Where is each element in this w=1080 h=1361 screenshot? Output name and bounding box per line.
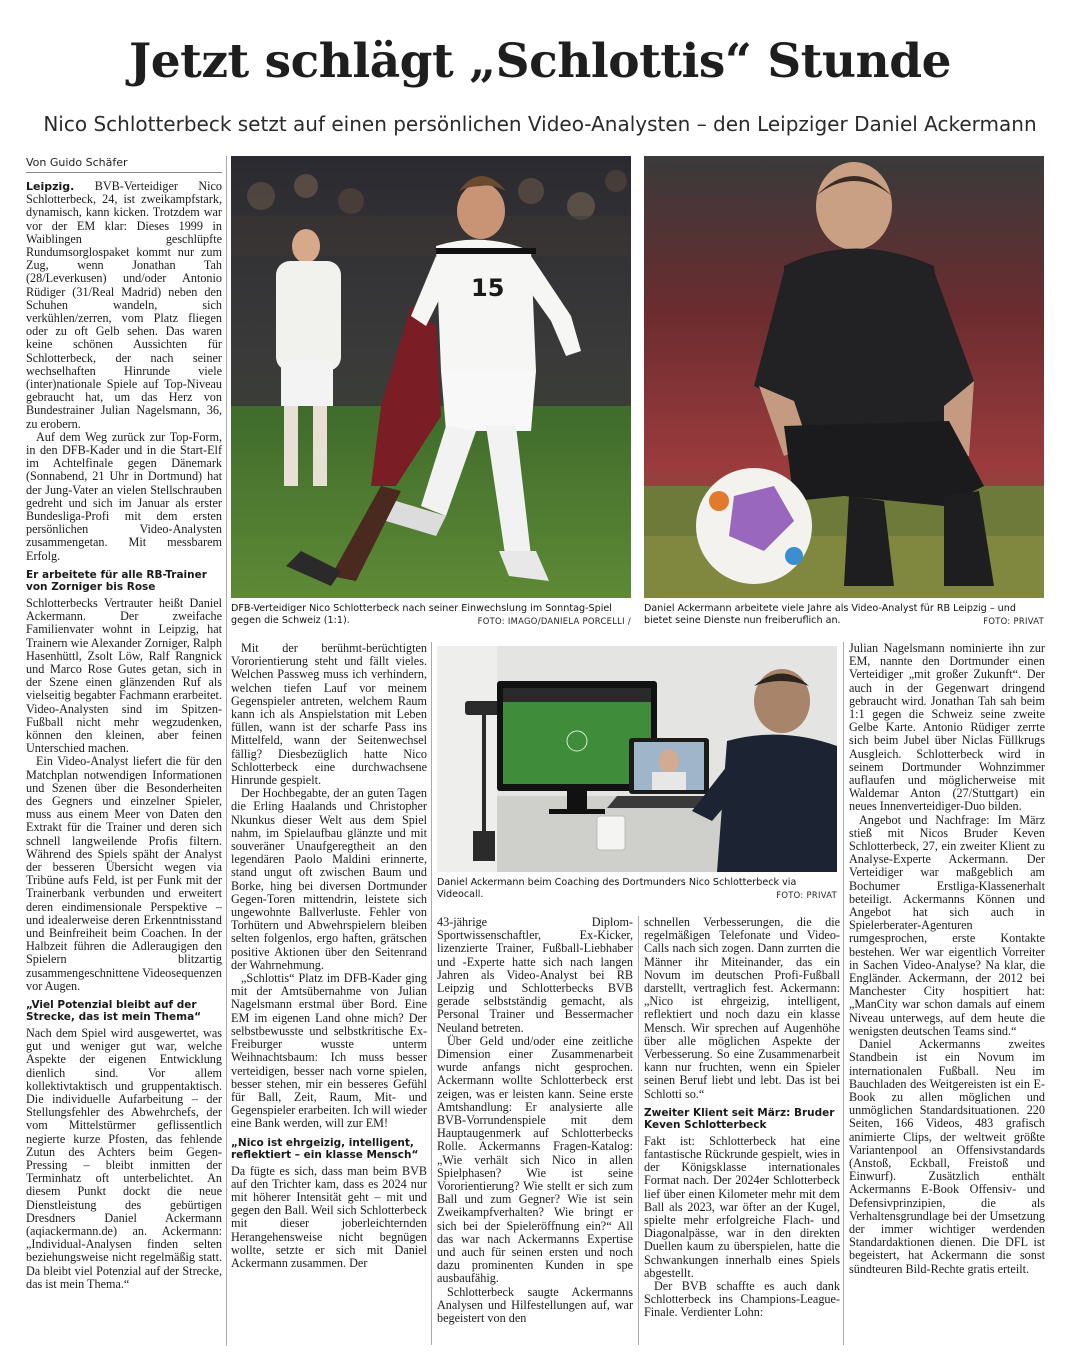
match-photo-illustration <box>231 156 631 598</box>
photo2-caption <box>644 603 1044 627</box>
article-paragraph: Daniel Ackermanns zweites Standbein ist ein Novum im internationalen Fußball. Neu im Bauchladen des Weitgereisten ist ein E-Book zu allen möglichen und unmöglichen Standardsituationen. 220 Seiten, 166 Videos, 483 grafisch animierte Clips, der weltweit größte Variantenpool an Offensivstandards (Anstoß, Eckball, Freistoß und Einwurf). Zusätzlich enthält Ackermanns E-Book Offensiv- und Defensivprinzipien, die als Verhaltensgrundlage bei der Umsetzung der immer wichtiger werdenden Standardaktionen dienen. Die DFL ist begeistert, hat Ackermann die sonst sündteuren Bild-Rechte gratis erteilt. <box>849 1037 1045 1276</box>
article-paragraph <box>26 180 222 431</box>
photo-caption-text: Daniel Ackermann beim Coaching des Dortmunders Nico Schlotterbeck via Videocall. <box>437 877 797 900</box>
column-2 <box>231 642 427 1345</box>
article-paragraph: Ein Video-Analyst liefert die für den Matchplan notwendigen Informationen und Szenen über die Besonderheiten des Gegners und einzelner Spieler, muss aus einem Meer von Daten den Extrakt für die Trainer und deren sich schnell langweilende Profis filtern. Während des Spiels späht der Analyst der besseren Übersicht wegen via Tribüne aufs Feld, ist per Funk mit der Trainerbank verbunden und erweitert deren eindimensionale Perspektive – und idealerweise deren Erkenntnisstand und Beinfreiheit beim Coachen. In der Halbzeit führen die Adleraugigen den Spielern blitzartig zusammengeschnittene Videosequenzen vor Augen. <box>26 754 222 993</box>
article-paragraph: Fakt ist: Schlotterbeck hat eine fantastische Rückrunde gespielt, wies in der Königsklasse internationales Format nach. Der 2024er Schlotterbeck lief über einen Kilometer mehr mit dem Ball als 2023, war öfter an der Kugel, spielte mehr erfolgreiche Flach- und Diagonalpässe, war in den direkten Duellen kaum zu überspielen, hatte die Schwankungen innerhalb eines Spiels abgestellt. <box>644 1133 840 1280</box>
article-paragraph: 43-jährige Diplom-Sportwissenschaftler, Ex-Kicker, lizenzierte Trainer, Fußball-Liebhaber und -Experte hatte sich nach langen Jahren als Video-Analyst bei RB Leipzig und Schlotterbecks BVB gerade selbstständig gemacht, als Personal Trainer und Bessermacher Neuland betreten. <box>437 916 633 1035</box>
photo-caption-text: DFB-Verteidiger Nico Schlotterbeck nach seiner Einwechslung im Sonntag-Spiel gegen die Schweiz (1:1). <box>231 603 612 626</box>
column-divider <box>431 642 432 1345</box>
article-paragraph: Der BVB schaffte es auch dank Schlotterbeck ins Champions-League-Finale. Verdienter Lohn: <box>644 1279 840 1320</box>
videocall-photo-illustration <box>437 646 837 872</box>
column-5 <box>849 642 1045 1345</box>
byline: Von Guido Schäfer <box>26 156 128 169</box>
intertitle: „Nico ist ehrgeizig, intelligent, reflektiert – ein klasse Mensch“ <box>231 1136 419 1162</box>
photo-caption-text: Daniel Ackermann arbeitete viele Jahre als Video-Analyst für RB Leipzig – und bietet seine Dienste nun freiberuflich an. <box>644 603 1016 626</box>
paragraph-text: BVB-Verteidiger Nico Schlotterbeck, 24, ist zweikampfstark, dynamisch, kann kicken. Trotzdem war vor der EM klar: Dieses 1999 in Waiblingen geschlüpfte Rundumsorglospaket kommt nur zum Zug, wenn Jonathan Tah (28/Leverkusen) und/oder Antonio Rüdiger (31/Real Madrid) neben den Schuhen wandeln, sich verkühlen/zerren, vom Platz fliegen oder zu oft Gelb sehen. Das waren keine schönen Aussichten für Schlotterbeck, der nach seiner wechselhaften Hinrunde viele (inter)nationale Spiele auf Top-Niveau gebraucht hat, um das Herz von Bundestrainer Julian Nagelsmann, 36, zu erobern. <box>26 180 222 431</box>
article-paragraph: Der Hochbegabte, der an guten Tagen die Erling Haalands und Christopher Nkunkus dieser Welt aus dem Spiel nahm, im Spielaufbau glänzte und mit souveräner Unaufgeregtheit an den legendären Paolo Maldini erinnerte, stand ungut oft zwischen Baum und Borke, hing bei diversen Dortmunder Gegen-Toren mittendrin, leistete sich ungewohnte Ballverluste. Fehler von Torhütern und Abwehrspielern bleiben selten folgenlos, ergo haften, grätschen positive Aktionen über den Seitenrand der Wahrnehmung. <box>231 786 427 972</box>
column-divider <box>843 642 844 1345</box>
byline-rule <box>26 172 222 173</box>
article-paragraph: Julian Nagelsmann nominierte ihn zur EM, nannte den Dortmunder einen Verteidiger „mit großer Zukunft“. Der auch in der Gegenwart dringend gebraucht wird. Jonathan Tah sah beim 1:1 gegen die Schweiz seine zweite Gelbe Karte. Antonio Rüdiger zerrte sich beim Jubel über Niclas Füllkrugs Ausgleich. Schlotterbeck wird in seinem Dortmunder Wohnzimmer auflaufen und möglicherweise mit Waldemar Anton (27/Stuttgart) ein neues Innenverteidiger-Duo bilden. <box>849 642 1045 814</box>
article-paragraph: Da fügte es sich, dass man beim BVB auf den Trichter kam, dass es 2024 nur mit höherer Intensität geht – mit und gegen den Ball. Weil sich Schlotterbeck mit dieser joberleichternden Herangehensweise nicht begnügen wollte, setzte er sich mit Daniel Ackermann zusammen. Der <box>231 1163 427 1270</box>
article-paragraph: „Schlottis“ Platz im DFB-Kader ging mit der Amtsübernahme von Julian Nagelsmann erstmal über Bord. Eine EM im eigenen Land ohne mich? Der selbstbewusste und selbstkritische Ex-Freiburger wusste unterm Weihnachtsbaum: Ich muss besser verteidigen, besser nach vorne spielen, besser stehen, mir ein besseres Gefühl für Ball, Zeit, Raum, Mit- und Gegenspieler erarbeiten. Ich will wieder eine Bank werden, will zur EM! <box>231 971 427 1131</box>
article-paragraph: Schlotterbeck saugte Ackermanns Analysen und Hilfestellungen auf, war begeistert von den <box>437 1284 633 1326</box>
dateline: Leipzig. <box>26 180 75 193</box>
photo-credit: FOTO: PRIVAT <box>776 890 837 900</box>
article-paragraph: Angebot und Nachfrage: Im März stieß mit Nicos Bruder Keven Schlotterbeck, 27, ein zweiter Klient zu Analyse-Experte Ackermann. Der Verteidiger war maßgeblich am Bochumer Erstliga-Klassenerhalt beteiligt. Ackermanns Können und Angebot hat sich auch in Spielerberater-Agenturen rumgesprochen, erste Kontakte bestehen. Wer war eigentlich Vorreiter in Sachen Video-Analyse? Na klar, die Engländer. Ackermann, der 2012 bei Manchester City hospitiert hat: „ManCity war schon damals auf einem Niveau unterwegs, auf dem heute die wenigsten deutschen Teams sind.“ <box>849 812 1045 1038</box>
photo3-caption <box>437 877 837 901</box>
intertitle: Er arbeitete für alle RB-Trainer von Zorniger bis Rose <box>26 568 207 594</box>
column-1 <box>26 180 222 1345</box>
column-3 <box>437 916 633 1345</box>
article-paragraph: Über Geld und/oder eine zeitliche Dimension einer Zusammenarbeit wurde anfangs nicht gesprochen. Ackermann wollte Schlotterbeck erst zeigen, was er leisten kann. Seine erste Amtshandlung: Er analysierte alle BVB-Vorrundenspiele mit dem Hauptaugenmerk auf Schlotterbecks Rolle. Ackermanns Fragen-Katalog: „Wie verhält sich Nico in allen Spielphasen? Wie ist seine Vororientierung? Wie stellt er sich zum Ball und zum Gegner? Wie ist sein Zweikampfverhalten? Wie bringt er sich bei der Spieleröffnung ein?“ All das war nach Ackermanns Expertise und auch für seinen ersten und noch dazu prominenten Kunden in spe ausbaufähig. <box>437 1033 633 1286</box>
photo-schlotterbeck-match <box>231 156 631 598</box>
subheadline: Nico Schlotterbeck setzt auf einen persönlichen Video-Analysten – den Leipziger Daniel Ackermann <box>43 112 1037 136</box>
photo-credit: FOTO: PRIVAT <box>983 616 1044 626</box>
headline: Jetzt schlägt „Schlottis“ Stunde <box>129 34 951 89</box>
photo-ackermann-stadium <box>644 156 1044 598</box>
photo-videocall <box>437 646 837 872</box>
intertitle: Zweiter Klient seit März: Bruder Keven Schlotterbeck <box>644 1106 835 1132</box>
jersey-number: 15 <box>471 274 505 302</box>
intertitle: „Viel Potenzial bleibt auf der Strecke, das ist mein Thema“ <box>26 998 202 1024</box>
article-paragraph: Auf dem Weg zurück zur Top-Form, in den DFB-Kader und in die Start-Elf im Achtelfinale gegen Dänemark (Sonnabend, 21 Uhr in Dortmund) hat der Jung-Vater an vielen Stellschrauben gedreht und sich im Januar als erster Bundesliga-Profi mit dem ersten persönlichen Video-Analysten zusammengetan. Mit messbarem Erfolg. <box>26 429 222 563</box>
column-divider <box>638 916 639 1345</box>
photo1-caption <box>231 603 631 627</box>
article-paragraph: Mit der berühmt-berüchtigten Vororientierung steht und fällt vieles. Welchen Passweg muss ich verhindern, welchen tiefen Lauf vor meinem Gegenspieler antreten, welchem Raum kann ich als Anspielstation mit Leben füllen, wann ist der scharfe Pass ins Mittelfeld, wann der Seitenwechsel fällig? Diesbezüglich hatte Nico Schlotterbeck eine durchwachsene Hinrunde gespielt. <box>231 642 427 788</box>
stadium-photo-illustration <box>644 156 1044 598</box>
column-divider <box>226 156 227 1346</box>
article-paragraph: schnellen Verbesserungen, die die regelmäßigen Telefonate und Video-Calls nach sich zogen. Dann zurrten die Männer ihr Miteinander, das ein Novum im deutschen Profi-Fußball darstellt, vertraglich fest. Ackermann: „Nico ist ehrgeizig, intelligent, reflektiert und noch dazu ein klasse Mensch. Wir sprechen auf Augenhöhe über alle möglichen Aspekte der Verbesserung. So eine Zusammenarbeit kann nur fruchten, wenn ein Spieler seinen Beruf liebt und lebt. Das ist bei Schlotti so.“ <box>644 916 840 1101</box>
article-paragraph: Schlotterbecks Vertrauter heißt Daniel Ackermann. Der zweifache Familienvater wohnt in Leipzig, hat Trainern wie Alexander Zorniger, Ralph Hasenhüttl, Zsolt Löw, Ralf Rangnick und Marco Rose Gutes getan, sich in der Szene einen glänzenden Ruf als vielseitig begabter Fachmann erarbeitet. Video-Analysten sind im Spitzen-Fußball nicht mehr wegzudenken, können den kleinen, aber feinen Unterschied machen. <box>26 595 222 756</box>
column-4 <box>644 916 840 1345</box>
article-paragraph: Nach dem Spiel wird ausgewertet, was gut und weniger gut war, welche Aspekte der eigenen Entwicklung dienlich sind. Vor allem kollektivtaktisch und gruppentaktisch. Die individuelle Aufarbeitung – der Stellungsfehler des Abwehrchefs, der vom Mittelstürmer geflissentlich negierte kurze Pfosten, das fehlende Zutun des Achters beim Gegen-Pressing – bleibt inmitten der Terminhatz oft unterbelichtet. An diesem Punkt dockt die neue Dienstleistung des gebürtigen Dresdners Daniel Ackermann (aqiackermann.de) an. Ackermann: „Individual-Analysen finden selten beziehungsweise nicht regelmäßig statt. Da bleibt viel Potenzial auf der Strecke, das ist mein Thema.“ <box>26 1025 222 1291</box>
photo-credit: FOTO: IMAGO/DANIELA PORCELLI / <box>477 616 631 626</box>
